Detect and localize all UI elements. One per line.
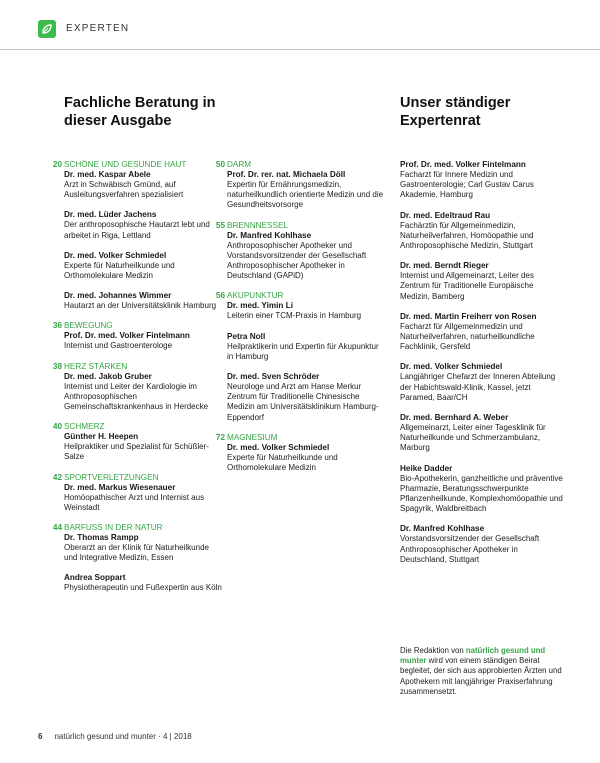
expert-entry	[227, 301, 387, 321]
topic-section	[215, 291, 387, 422]
topic-title: SCHÖNE UND GESUNDE HAUT	[64, 160, 187, 169]
topic-heading	[52, 523, 224, 533]
expert-description: Arzt in Schwäbisch Gmünd, auf Ausleitungsverfahren spezialisiert	[64, 180, 184, 200]
advisor-description: Bio-Apothekerin, ganzheitliche und präventive Pharmazie, Beratungsschwerpunkte Pflanzenheilkunde, Komplexhomöopathie und Spagyrik, Waldbreitbach	[400, 473, 563, 514]
expert-entry	[227, 231, 387, 282]
topic-page-number: 55	[215, 220, 225, 230]
advisor-entry	[400, 362, 565, 403]
column-issue-experts-2	[215, 160, 387, 483]
expert-entry	[227, 332, 387, 362]
expert-entry	[64, 432, 224, 462]
advisor-name: Dr. med. Berndt Rieger	[400, 261, 489, 271]
expert-name: Andrea Soppart	[64, 573, 126, 583]
expert-entry	[227, 372, 387, 423]
topic-heading	[215, 220, 387, 231]
advisor-name: Dr. med. Bernhard A. Weber	[400, 413, 509, 423]
topic-page-number: 50	[215, 160, 225, 169]
expert-entry	[64, 573, 224, 593]
topic-heading	[52, 321, 224, 331]
expert-entry	[64, 251, 224, 281]
expert-description: Neurologe und Arzt am Hanse Merkur Zentrum für Traditionelle Chinesische Medizin am Universitätsklinikum Hamburg-Eppendorf	[227, 382, 379, 422]
left-title: Fachliche Beratung in dieser Ausgabe	[64, 95, 216, 129]
column-advisory-board	[400, 160, 565, 575]
expert-name: Dr. med. Sven Schröder	[227, 372, 320, 382]
expert-name: Dr. med. Jakob Gruber	[64, 371, 152, 381]
expert-entry	[227, 170, 387, 211]
page-number: 6	[38, 732, 43, 741]
topic-title: BRENNNESSEL	[227, 220, 288, 230]
expert-entry	[64, 170, 224, 200]
expert-description: Der anthroposophische Hautarzt lebt und arbeitet in Riga, Lettland	[64, 220, 210, 240]
column-issue-experts-1	[52, 160, 224, 604]
expert-entry	[64, 483, 224, 513]
topic-section	[52, 472, 224, 513]
expert-description: Leiterin einer TCM-Praxis in Hamburg	[227, 311, 362, 321]
topic-heading	[215, 160, 387, 170]
expert-name: Günther H. Heepen	[64, 432, 139, 442]
topic-section	[52, 422, 224, 462]
advisor-entry	[400, 464, 565, 515]
expert-name: Dr. med. Volker Schmiedel	[227, 442, 330, 452]
editorial-note	[400, 646, 565, 697]
advisor-description: Facharzt für Allgemeinmedizin und Naturheilverfahren, naturheilkundliche Fachklinik, Gersfeld	[400, 321, 535, 352]
expert-description: Internist und Leiter der Kardiologie im Anthroposophischen Gemeinschaftskrankenhaus in Herdecke	[64, 381, 209, 412]
expert-entry	[227, 443, 387, 473]
advisor-name: Dr. med. Martin Freiherr von Rosen	[400, 311, 537, 321]
topic-heading	[215, 291, 387, 301]
advisor-entry	[400, 261, 565, 302]
advisor-description: Vorstandsvorsitzender der Gesellschaft Anthroposophischer Apotheker in Deutschland, Stuttgart	[400, 534, 540, 564]
expert-description: Heilpraktikerin und Expertin für Akupunktur in Hamburg	[227, 341, 379, 361]
topic-page-number: 38	[52, 361, 62, 371]
topic-page-number: 20	[52, 160, 62, 169]
advisor-description: Fachärztin für Allgemeinmedizin, Naturheilverfahren, Homöopathie und Anthroposophische Medizin, Stuttgart	[400, 220, 534, 251]
topic-section	[215, 220, 387, 282]
topic-section	[52, 361, 224, 413]
expert-entry	[64, 372, 224, 413]
advisor-description: Facharzt für Innere Medizin und Gastroenterologie; Carl Gustav Carus Akademie, Hamburg	[400, 170, 534, 200]
topic-heading	[52, 472, 224, 483]
topic-page-number: 42	[52, 472, 62, 482]
advisor-name: Heike Dadder	[400, 463, 453, 473]
expert-name: Prof. Dr. med. Volker Fintelmann	[64, 331, 190, 341]
expert-description: Hautarzt an der Universitätsklinik Hamburg	[64, 301, 217, 311]
topic-title: DARM	[227, 160, 252, 169]
topic-section	[52, 523, 224, 594]
expert-name: Dr. med. Lüder Jachens	[64, 210, 157, 220]
magazine-name: natürlich gesund und munter	[400, 646, 546, 666]
topic-heading	[52, 361, 224, 372]
topic-title: MAGNESIUM	[227, 432, 278, 442]
advisor-entry	[400, 312, 565, 353]
advisor-description: Internist und Allgemeinarzt, Leiter des Zentrum für Traditionelle Europäische Medizin, Bamberg	[400, 271, 534, 301]
topic-section	[52, 160, 224, 311]
topic-heading	[52, 422, 224, 432]
advisor-name: Dr. med. Edeltraud Rau	[400, 210, 491, 220]
topic-title: HERZ STÄRKEN	[64, 361, 128, 371]
topic-title: SPORTVERLETZUNGEN	[64, 472, 159, 482]
advisor-name: Prof. Dr. med. Volker Fintelmann	[400, 160, 526, 169]
expert-name: Petra Noll	[227, 331, 266, 341]
advisor-description: Langjähriger Chefarzt der Inneren Abteilung der Habichtswald-Klinik, Kassel, jetzt Paramed, Baar/CH	[400, 372, 556, 402]
topic-page-number: 40	[52, 422, 62, 432]
expert-entry	[64, 533, 224, 563]
expert-name: Dr. Manfred Kohlhase	[227, 230, 312, 240]
topic-page-number: 56	[215, 291, 225, 301]
topic-page-number: 36	[52, 321, 62, 331]
leaf-icon	[38, 20, 56, 38]
expert-entry	[64, 331, 224, 351]
expert-description: Oberarzt an der Klinik für Naturheilkunde und Integrative Medizin, Essen	[64, 543, 209, 563]
divider	[0, 49, 600, 50]
expert-description: Physiotherapeutin und Fußexpertin aus Köln	[64, 583, 222, 593]
advisor-description: Allgemeinarzt, Leiter einer Tagesklinik für Naturheilkunde und Schmerzambulanz, Marburg	[400, 423, 546, 453]
topic-heading	[52, 160, 224, 170]
expert-name: Dr. Thomas Rampp	[64, 533, 139, 543]
topic-section	[215, 432, 387, 473]
right-title: Unser ständiger Expertenrat	[400, 95, 511, 129]
expert-description: Homöopathischer Arzt und Internist aus Weinstadt	[64, 492, 205, 512]
topic-page-number: 44	[52, 523, 62, 533]
expert-description: Experte für Naturheilkunde und Orthomolekulare Medizin	[227, 452, 338, 473]
advisor-name: Dr. Manfred Kohlhase	[400, 524, 485, 534]
expert-entry	[64, 210, 224, 240]
expert-name: Dr. med. Volker Schmiedel	[64, 250, 167, 260]
topic-title: SCHMERZ	[64, 422, 105, 432]
expert-description: Internist und Gastroenterologe	[64, 341, 173, 351]
advisor-entry	[400, 160, 565, 201]
topic-section	[52, 321, 224, 351]
expert-name: Dr. med. Markus Wiesenauer	[64, 482, 176, 492]
expert-description: Experte für Naturheilkunde und Orthomolekulare Medizin	[64, 260, 175, 281]
editorial-prefix: Die Redaktion von	[400, 646, 466, 655]
expert-name: Dr. med. Kaspar Abele	[64, 170, 151, 179]
topic-heading	[215, 432, 387, 443]
expert-name: Dr. med. Yimin Li	[227, 301, 293, 311]
topic-section	[215, 160, 387, 211]
expert-description: Heilpraktiker und Spezialist für Schüßler-Salze	[64, 442, 209, 462]
topic-title: BARFUSS IN DER NATUR	[64, 523, 163, 533]
advisor-entry	[400, 413, 565, 454]
expert-description: Anthroposophischer Apotheker und Vorstandsvorsitzender der Gesellschaft Anthroposophischer Apotheker in Deutschland (GAPiD)	[227, 240, 367, 281]
expert-description: Expertin für Ernährungsmedizin, naturheilkundlich orientierte Medizin und die Gesundheitsvorsorge	[227, 180, 384, 210]
footer-text: natürlich gesund und munter · 4 | 2018	[54, 732, 192, 741]
topic-title: BEWEGUNG	[64, 321, 113, 331]
advisor-name: Dr. med. Volker Schmiedel	[400, 362, 503, 372]
expert-entry	[64, 291, 224, 311]
topic-title: AKUPUNKTUR	[227, 291, 284, 301]
footer	[38, 732, 192, 741]
topic-page-number: 72	[215, 432, 225, 442]
editorial-suffix: wird von einem ständigen Beirat begleitet, der sich aus approbierten Ärzten und Apothekern mit langjähriger Praxiserfahrung zusammensetzt.	[400, 656, 562, 696]
expert-name: Dr. med. Johannes Wimmer	[64, 291, 172, 301]
advisor-entry	[400, 211, 565, 252]
advisor-entry	[400, 524, 565, 565]
section-label: EXPERTEN	[66, 23, 130, 34]
expert-name: Prof. Dr. rer. nat. Michaela Döll	[227, 170, 346, 179]
